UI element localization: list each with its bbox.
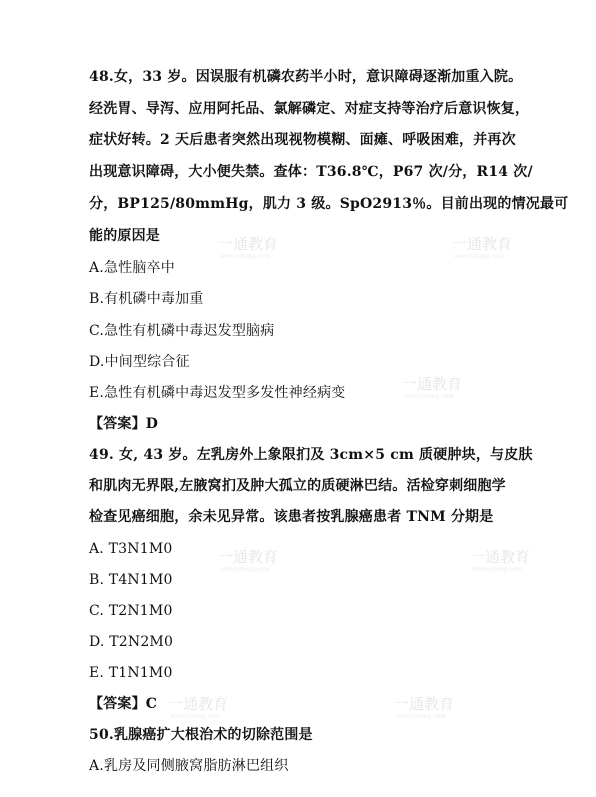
question-49-answer: 【答案】C [89, 696, 158, 712]
watermark-logo: 一通教育 [218, 235, 279, 253]
watermark-logo: 一通教育 [452, 235, 513, 253]
question-48-stem-line: 症状好转。2 天后患者突然出现视物模糊、面瘫、呼吸困难，并再次 [89, 132, 516, 148]
watermark-subtext: www.yitong.com [472, 566, 523, 573]
watermark-logo: 一通教育 [168, 695, 229, 713]
question-48-stem-line: 出现意识障碍，大小便失禁。查体：T36.8℃，P67 次/分，R14 次/ [89, 164, 533, 180]
watermark-logo: 一通教育 [394, 695, 455, 713]
watermark-subtext: www.yitong.com [404, 393, 455, 400]
watermark-logo: 一通教育 [402, 375, 463, 393]
question-48-option-e: E.急性有机磷中毒迟发型多发性神经病变 [89, 385, 346, 401]
question-49-option-d: D. T2N2M0 [89, 634, 174, 650]
question-48-option-a: A.急性脑卒中 [89, 260, 175, 276]
question-48-stem-line: 能的原因是 [89, 228, 160, 244]
question-48-stem-line: 经洗胃、导泻、应用阿托品、氯解磷定、对症支持等治疗后意识恢复， [89, 101, 530, 117]
question-49-stem-line: 49. 女, 43 岁。左乳房外上象限扪及 3cm×5 cm 质硬肿块，与皮肤 [89, 447, 533, 463]
watermark-logo: 一通教育 [470, 548, 531, 566]
watermark-subtext: www.yitong.com [220, 253, 271, 260]
question-50-option-a: A.乳房及同侧腋窝脂肪淋巴组织 [89, 758, 289, 774]
watermark-subtext: www.yitong.com [220, 566, 271, 573]
question-48-option-d: D.中间型综合征 [89, 354, 190, 370]
question-49-option-b: B. T4N1M0 [89, 572, 173, 588]
watermark-subtext: www.yitong.com [396, 713, 447, 720]
question-48-answer: 【答案】D [89, 416, 159, 432]
question-49-option-e: E. T1N1M0 [89, 665, 173, 681]
question-49-stem-line: 检查见癌细胞，余未见异常。该患者按乳腺癌患者 TNM 分期是 [89, 509, 494, 525]
question-48-option-c: C.急性有机磷中毒迟发型脑病 [89, 323, 275, 339]
watermark-subtext: www.yitong.com [170, 713, 221, 720]
watermark-logo: 一通教育 [218, 548, 279, 566]
question-49-option-c: C. T2N1M0 [89, 603, 173, 619]
question-48-stem-line: 48.女，33 岁。因误服有机磷农药半小时，意识障碍逐渐加重入院。 [89, 69, 523, 85]
question-50-stem-line: 50.乳腺癌扩大根治术的切除范围是 [89, 727, 313, 743]
question-49-stem-line: 和肌肉无界限,左腋窝扪及肿大孤立的质硬淋巴结。活检穿刺细胞学 [89, 478, 506, 494]
question-49-option-a: A. T3N1M0 [89, 541, 173, 557]
question-48-stem-line: 分，BP125/80mmHg，肌力 3 级。SpO2913％。目前出现的情况最可 [89, 196, 569, 212]
question-48-option-b: B.有机磷中毒加重 [89, 291, 204, 307]
watermark-subtext: www.yitong.com [454, 253, 505, 260]
